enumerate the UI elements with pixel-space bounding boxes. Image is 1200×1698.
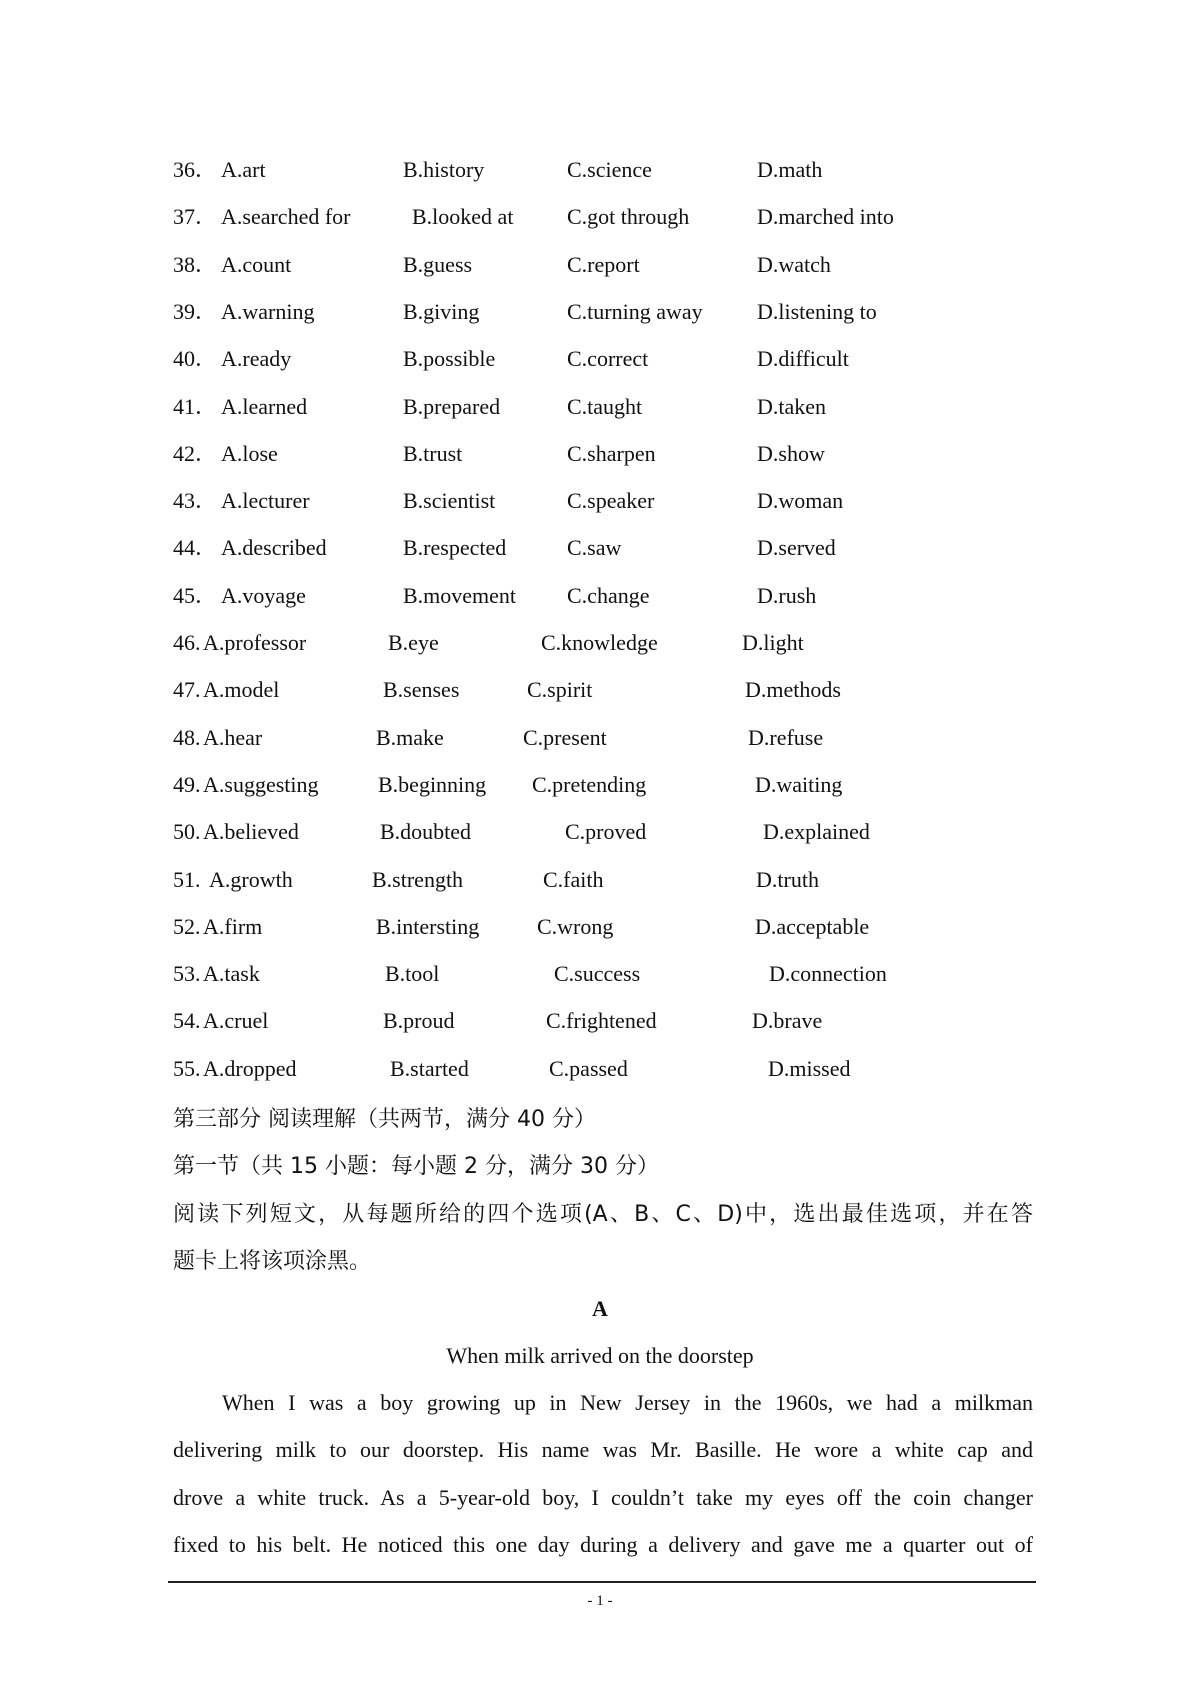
option-b: B.proud xyxy=(383,1008,455,1034)
option-c: C.saw xyxy=(567,535,622,561)
option-a: A.voyage xyxy=(221,582,306,608)
question-number: 36． xyxy=(173,157,218,182)
option-d: D.listening to xyxy=(757,298,877,324)
question-number: 49. xyxy=(173,771,201,797)
option-b: B.intersting xyxy=(376,913,480,939)
option-b: B.strength xyxy=(372,866,464,892)
option-d: D.difficult xyxy=(757,346,849,372)
option-a: A.model xyxy=(203,677,280,703)
option-a: A.learned xyxy=(221,393,308,419)
question-number: 45． xyxy=(173,582,218,608)
option-a: A.hear xyxy=(203,724,263,750)
option-d: D.marched into xyxy=(757,204,894,230)
option-a: A.cruel xyxy=(203,1008,269,1034)
option-b: B.make xyxy=(376,724,444,750)
option-d: D.methods xyxy=(745,677,841,703)
option-c: C.correct xyxy=(567,346,649,372)
option-d: D.connection xyxy=(769,961,887,987)
option-a: A.ready xyxy=(221,346,292,372)
subsection-title: 第一节（共 15 小题：每小题 2 分，满分 30 分） xyxy=(173,1154,659,1179)
option-c: C.faith xyxy=(543,866,604,892)
question-number: 52. xyxy=(173,913,201,939)
option-d: D.truth xyxy=(756,866,819,892)
option-c: C.sharpen xyxy=(567,440,656,466)
footer-divider xyxy=(168,1581,1036,1583)
option-c: C.frightened xyxy=(546,1008,657,1034)
option-a: A.count xyxy=(221,251,292,277)
question-number: 53. xyxy=(173,961,201,987)
option-a: A.described xyxy=(221,535,327,561)
passage-line-3: drove a white truck. As a 5-year-old boy, I couldn’t take my eyes off the coin changer xyxy=(173,1485,1033,1510)
option-b: B.guess xyxy=(403,251,473,277)
option-d: D.math xyxy=(757,157,823,182)
question-number: 42． xyxy=(173,440,218,466)
passage-line-4: fixed to his belt. He noticed this one day during a delivery and gave me a quarter out of xyxy=(173,1532,1033,1557)
question-number: 43． xyxy=(173,488,218,514)
option-d: D.show xyxy=(757,440,825,466)
option-a: A.lecturer xyxy=(221,488,310,514)
question-number: 50. xyxy=(173,819,201,845)
option-d: D.missed xyxy=(768,1055,851,1081)
question-number: 44． xyxy=(173,535,218,561)
option-d: D.watch xyxy=(757,251,831,277)
option-b: B.looked at xyxy=(412,204,514,230)
option-b: B.started xyxy=(390,1055,469,1081)
option-a: A.searched for xyxy=(221,204,351,230)
option-d: D.rush xyxy=(757,582,817,608)
option-a: A.dropped xyxy=(203,1055,297,1081)
option-a: A.firm xyxy=(203,913,263,939)
option-a: A.believed xyxy=(203,819,299,845)
question-number: 46. xyxy=(173,630,201,655)
option-a: A.professor xyxy=(203,630,307,655)
option-c: C.pretending xyxy=(532,771,647,797)
option-b: B.tool xyxy=(385,961,440,987)
question-number: 40． xyxy=(173,346,218,372)
option-c: C.wrong xyxy=(537,913,614,939)
part-title: 第三部分 阅读理解（共两节，满分 40 分） xyxy=(173,1107,596,1132)
option-c: C.turning away xyxy=(567,298,703,324)
question-number: 47. xyxy=(173,677,201,703)
option-c: C.taught xyxy=(567,393,643,419)
option-b: B.scientist xyxy=(403,488,496,514)
option-d: D.woman xyxy=(757,488,844,514)
option-b: B.trust xyxy=(403,440,463,466)
option-b: B.senses xyxy=(383,677,460,703)
option-d: D.brave xyxy=(752,1008,823,1034)
question-number: 55. xyxy=(173,1055,201,1081)
option-a: A.suggesting xyxy=(203,771,319,797)
instruction-line-1: 阅读下列短文，从每题所给的四个选项(A、B、C、D)中，选出最佳选项，并在答 xyxy=(173,1202,1033,1227)
option-c: C.knowledge xyxy=(541,630,658,655)
option-c: C.spirit xyxy=(527,677,593,703)
option-d: D.light xyxy=(742,630,804,655)
option-b: B.eye xyxy=(388,630,439,655)
option-b: B.movement xyxy=(403,582,517,608)
question-number: 41． xyxy=(173,393,218,419)
question-number: 51. xyxy=(173,866,201,892)
question-number: 39． xyxy=(173,298,218,324)
option-c: C.change xyxy=(567,582,650,608)
passage-title: When milk arrived on the doorstep xyxy=(446,1343,754,1368)
question-number: 54. xyxy=(173,1008,201,1034)
option-a: A.warning xyxy=(221,298,315,324)
instruction-line-2: 题卡上将该项涂黑。 xyxy=(173,1249,372,1274)
option-d: D.explained xyxy=(763,819,870,845)
option-b: B.prepared xyxy=(403,393,501,419)
option-b: B.respected xyxy=(403,535,507,561)
option-a: A.task xyxy=(203,961,260,987)
question-number: 48. xyxy=(173,724,201,750)
option-c: C.got through xyxy=(567,204,690,230)
option-c: C.proved xyxy=(565,819,647,845)
option-c: C.report xyxy=(567,251,640,277)
option-c: C.science xyxy=(567,157,652,182)
option-d: D.taken xyxy=(757,393,827,419)
option-a: A.art xyxy=(221,157,266,182)
option-c: C.present xyxy=(523,724,607,750)
page-number: - 1 - xyxy=(587,1593,613,1609)
option-d: D.waiting xyxy=(755,771,843,797)
option-c: C.speaker xyxy=(567,488,655,514)
option-b: B.doubted xyxy=(380,819,472,845)
option-d: D.acceptable xyxy=(755,913,870,939)
question-number: 38． xyxy=(173,251,218,277)
passage-label: A xyxy=(592,1296,608,1321)
option-b: B.beginning xyxy=(378,771,487,797)
passage-line-1: When I was a boy growing up in New Jersey in the 1960s, we had a milkman xyxy=(222,1390,1033,1415)
option-b: B.giving xyxy=(403,298,480,324)
option-a: A.growth xyxy=(209,866,293,892)
option-c: C.passed xyxy=(549,1055,628,1081)
question-number: 37． xyxy=(173,204,218,230)
option-d: D.served xyxy=(757,535,836,561)
option-b: B.possible xyxy=(403,346,496,372)
passage-line-2: delivering milk to our doorstep. His name was Mr. Basille. He wore a white cap and xyxy=(173,1437,1033,1462)
option-d: D.refuse xyxy=(748,724,824,750)
option-b: B.history xyxy=(403,157,485,182)
option-c: C.success xyxy=(554,961,641,987)
option-a: A.lose xyxy=(221,440,278,466)
